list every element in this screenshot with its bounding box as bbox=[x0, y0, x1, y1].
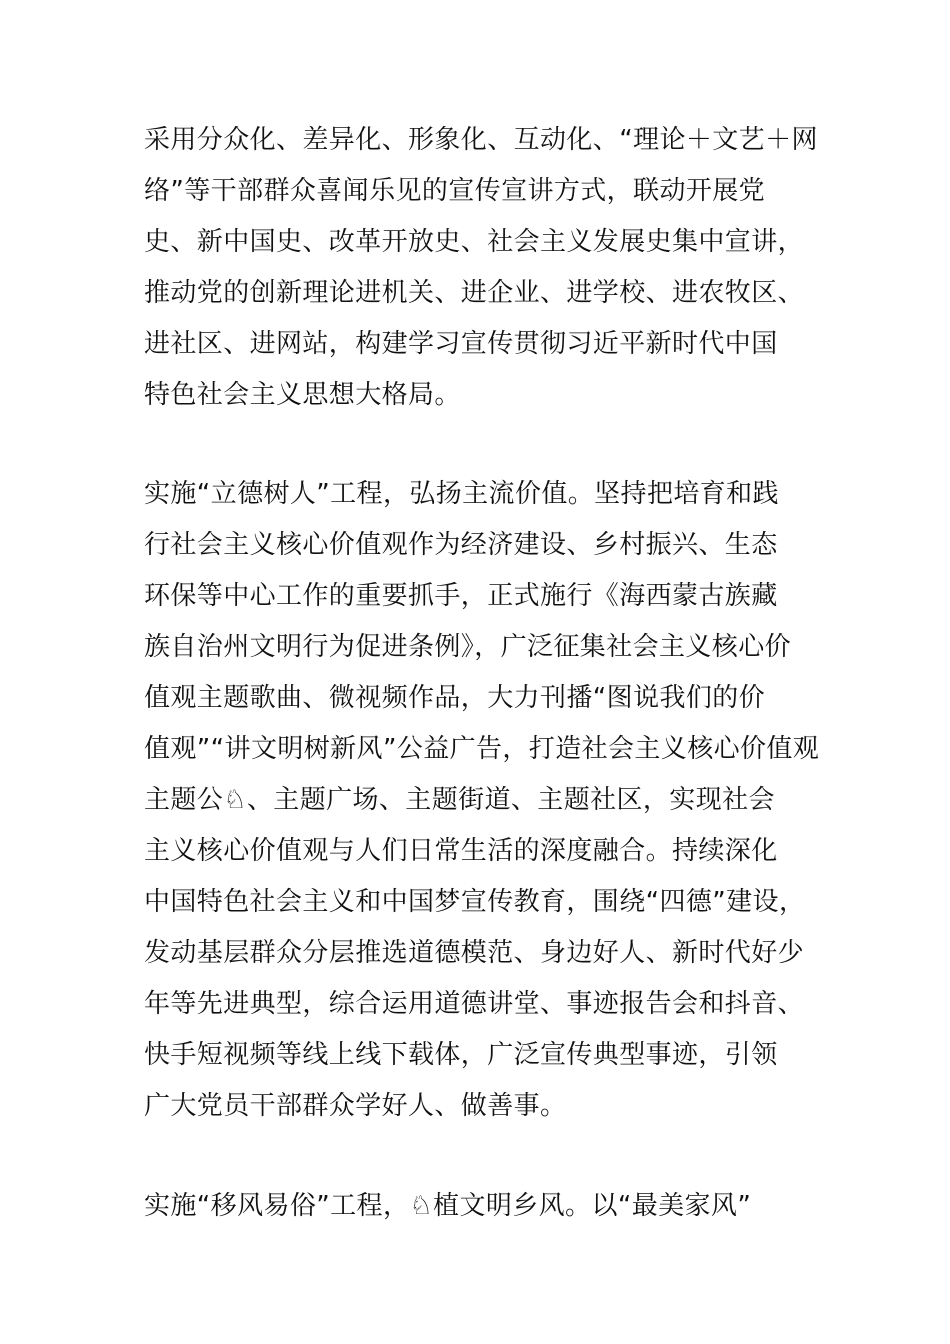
text-line: 广大党员干部群众学好人、做善事。 bbox=[144, 1091, 567, 1121]
paragraph-moral-education bbox=[144, 469, 844, 1132]
text-line: 实施“移风易俗”工程，♘植文明乡风。以“最美家风” bbox=[144, 1191, 752, 1221]
text-line: 环保等中心工作的重要抓手，正式施行《海西蒙古族藏 bbox=[144, 581, 778, 611]
text-line: 史、新中国史、改革开放史、社会主义发展史集中宣讲， bbox=[144, 227, 805, 257]
text-line: 族自治州文明行为促进条例》，广泛征集社会主义核心价 bbox=[144, 632, 792, 662]
text-line: 推动党的创新理论进机关、进企业、进学校、进农牧区、 bbox=[144, 278, 805, 308]
text-line: 进社区、进网站，构建学习宣传贯彻习近平新时代中国 bbox=[144, 329, 778, 359]
text-line: 中国特色社会主义和中国梦宣传教育，围绕“四德”建设， bbox=[144, 887, 806, 917]
text-line: 值观”“讲文明树新风”公益广告，打造社会主义核心价值观 bbox=[144, 734, 820, 764]
paragraph-theory-propaganda bbox=[144, 115, 844, 421]
text-line: 实施“立德树人”工程，弘扬主流价值。坚持把培育和践 bbox=[144, 479, 779, 509]
text-line: 行社会主义核心价值观作为经济建设、乡村振兴、生态 bbox=[144, 530, 778, 560]
text-line: 特色社会主义思想大格局。 bbox=[144, 380, 461, 410]
text-line: 值观主题歌曲、微视频作品，大力刊播“图说我们的价 bbox=[144, 683, 766, 713]
paragraph-customs-reform bbox=[144, 1181, 844, 1232]
text-line: 年等先进典型，综合运用道德讲堂、事迹报告会和抖音、 bbox=[144, 989, 805, 1019]
text-line: 主题公♘、主题广场、主题街道、主题社区，实现社会 bbox=[144, 785, 775, 815]
text-line: 发动基层群众分层推选道德模范、身边好人、新时代好少 bbox=[144, 938, 805, 968]
text-line: 主义核心价值观与人们日常生活的深度融合。持续深化 bbox=[144, 836, 778, 866]
text-line: 快手短视频等线上线下载体，广泛宣传典型事迹，引领 bbox=[144, 1040, 778, 1070]
text-line: 络”等干部群众喜闻乐见的宣传宣讲方式，联动开展党 bbox=[144, 176, 766, 206]
text-line: 采用分众化、差异化、形象化、互动化、“理论＋文艺＋网 bbox=[144, 125, 818, 155]
